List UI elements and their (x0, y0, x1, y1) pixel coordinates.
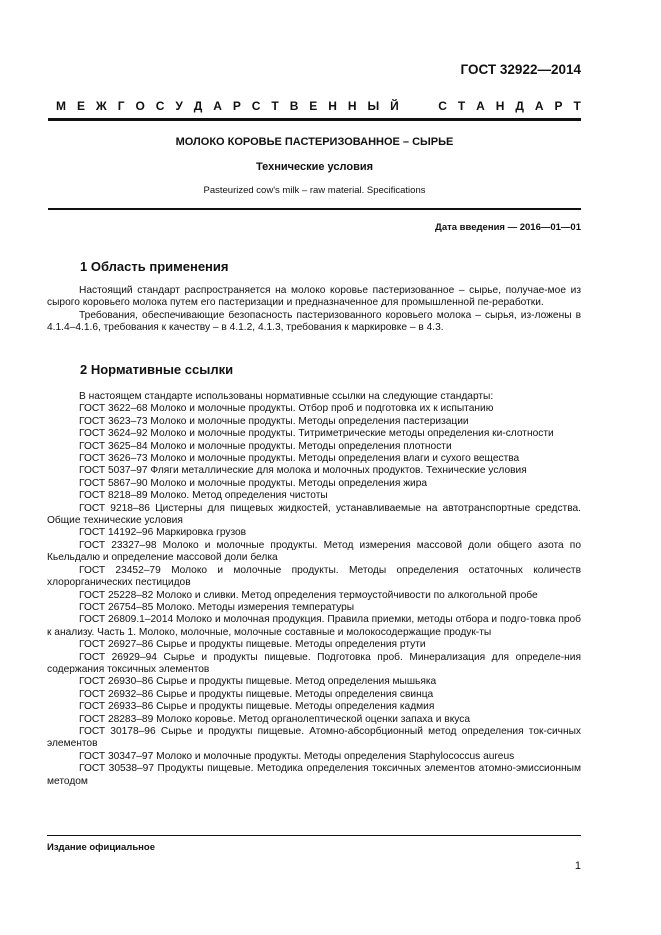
reference-item: ГОСТ 9218–86 Цистерны для пищевых жидкостей, устанавливаемые на автотранспортные средства. Общие технические условия (47, 502, 581, 527)
page-number: 1 (574, 860, 581, 872)
reference-item: ГОСТ 26932–86 Сырье и продукты пищевые. Методы определения свинца (79, 688, 434, 700)
section-1-body (47, 285, 581, 335)
reference-item: ГОСТ 25228–82 Молоко и сливки. Метод определения термоустойчивости по алкогольной пробе (79, 589, 538, 601)
reference-item: ГОСТ 30538–97 Продукты пищевые. Методика определения токсичных элементов атомно-эмиссионным методом (47, 763, 581, 787)
banner-letter (424, 99, 427, 113)
footer-divider (47, 835, 581, 836)
reference-item: ГОСТ 3626–73 Молоко и молочные продукты. Методы определения влаги и сухого вещества (79, 453, 520, 465)
banner-letter: С (155, 99, 165, 113)
banner-letter: Г (117, 99, 125, 113)
banner-letter (410, 99, 413, 113)
banner-letter: М (56, 99, 66, 113)
banner-letter: Т (573, 99, 581, 113)
reference-item: ГОСТ 30347–97 Молоко и молочные продукты. Методы определения Staphylococcus aureus (79, 750, 515, 762)
banner-letter: Д (515, 99, 524, 113)
banner-letter: А (476, 99, 485, 113)
banner-letter: Р (232, 99, 241, 113)
reference-item: ГОСТ 3625–84 Молоко и молочные продукты. Методы определения плотности (79, 440, 452, 452)
reference-item: ГОСТ 3624–92 Молоко и молочные продукты. Титриметрические методы определения ки-слотности (79, 428, 554, 440)
standard-number: ГОСТ 32922—2014 (460, 62, 581, 77)
banner-letter: О (135, 99, 145, 113)
edition-label: Издание официальное (47, 842, 155, 853)
reference-item: ГОСТ 14192–96 Маркировка грузов (79, 527, 247, 539)
banner-letter: Ы (367, 99, 380, 113)
reference-item: ГОСТ 28283–89 Молоко коровье. Метод органолептической оценки запаха и вкуса (79, 713, 471, 725)
reference-item: ГОСТ 23452–79 Молоко и молочные продукты. Методы определения остаточных количеств хлорорганических пестицидов (47, 564, 581, 589)
reference-item: ГОСТ 5037–97 Фляги металлические для молока и молочных продуктов. Технические условия (79, 465, 527, 477)
english-title: Pasteurized cow's milk – raw material. Specifications (203, 185, 426, 196)
reference-item: ГОСТ 26929–94 Сырье и продукты пищевые. Подготовка проб. Минерализация для определе-ния содержания токсичных элементов (47, 651, 581, 675)
thin-divider (48, 208, 581, 210)
paragraph: В настоящем стандарте использованы нормативные ссылки на следующие стандарты: (79, 391, 494, 402)
paragraph: Настоящий стандарт распространяется на молоко коровье пастеризованное – сырье, получае-мое из сырого коровьего молока путем его пастеризации и предназначенное для промышленной пе-реработки. (47, 285, 581, 309)
reference-item: ГОСТ 26809.1–2014 Молоко и молочная продукция. Правила приемки, методы отбора и подго-товка проб к анализу. Часть 1. Молоко, молочные, молочные составные и молокосодержащие продук-ты (47, 614, 581, 638)
banner-letter: Е (309, 99, 318, 113)
banner-letter: Ж (95, 99, 107, 113)
banner-letter: У (175, 99, 183, 113)
reference-item: ГОСТ 30178–96 Сырье и продукты пищевые. Атомно-абсорбционный метод определения ток-сичных элементов (47, 725, 581, 750)
document-title: МОЛОКО КОРОВЬЕ ПАСТЕРИЗОВАННОЕ – СЫРЬЕ (175, 136, 454, 148)
reference-item: ГОСТ 3622–68 Молоко и молочные продукты. Отбор проб и подготовка их к испытанию (79, 403, 494, 415)
banner-letter: Н (495, 99, 505, 113)
thick-divider (48, 118, 581, 121)
banner-letter: Й (390, 99, 399, 113)
reference-item: ГОСТ 5867–90 Молоко и молочные продукты. Методы определения жира (79, 477, 428, 489)
reference-item: ГОСТ 26754–85 Молоко. Методы измерения температуры (79, 601, 355, 613)
banner-letter: В (289, 99, 299, 113)
banner-letter: Т (271, 99, 279, 113)
banner-letter: Е (76, 99, 85, 113)
introduction-date: Дата введения — 2016—01—01 (435, 222, 581, 233)
reference-item: ГОСТ 23327–98 Молоко и молочные продукты. Метод измерения массовой доли общего азота по Кьельдалю и определение массовой доли белка (47, 539, 581, 564)
banner-letter: Д (193, 99, 203, 113)
section-2-heading: 2 Нормативные ссылки (80, 362, 234, 377)
banner-letter: Р (554, 99, 563, 113)
reference-item: ГОСТ 26930–86 Сырье и продукты пищевые. Метод определения мышьяка (79, 676, 437, 688)
banner-letter: А (213, 99, 222, 113)
banner-letter: Т (457, 99, 466, 113)
banner-letter: Н (328, 99, 337, 113)
banner-letter: С (438, 99, 447, 113)
banner-letter: А (534, 99, 544, 113)
reference-item: ГОСТ 3623–73 Молоко и молочные продукты. Методы определения пастеризации (79, 415, 469, 427)
reference-item: ГОСТ 26927–86 Сырье и продукты пищевые. Методы определения ртути (79, 639, 426, 651)
banner-letter: С (251, 99, 261, 113)
section-2-body (47, 391, 581, 788)
paragraph: Требования, обеспечивающие безопасность пастеризованного коровьего молока – сырья, из-ложены в 4.1.4–4.1.6, требования к качеству – в 4.1.2, 4.1.3, требования к маркировке – в 4.3. (47, 309, 581, 334)
interstate-standard-banner (56, 99, 581, 113)
document-subtitle: Технические условия (255, 161, 374, 173)
section-1-heading: 1 Область применения (80, 259, 229, 274)
reference-item: ГОСТ 8218–89 Молоко. Метод определения чистоты (79, 490, 328, 502)
reference-item: ГОСТ 26933–86 Сырье и продукты пищевые. Методы определения кадмия (79, 701, 435, 713)
banner-letter: Н (347, 99, 357, 113)
